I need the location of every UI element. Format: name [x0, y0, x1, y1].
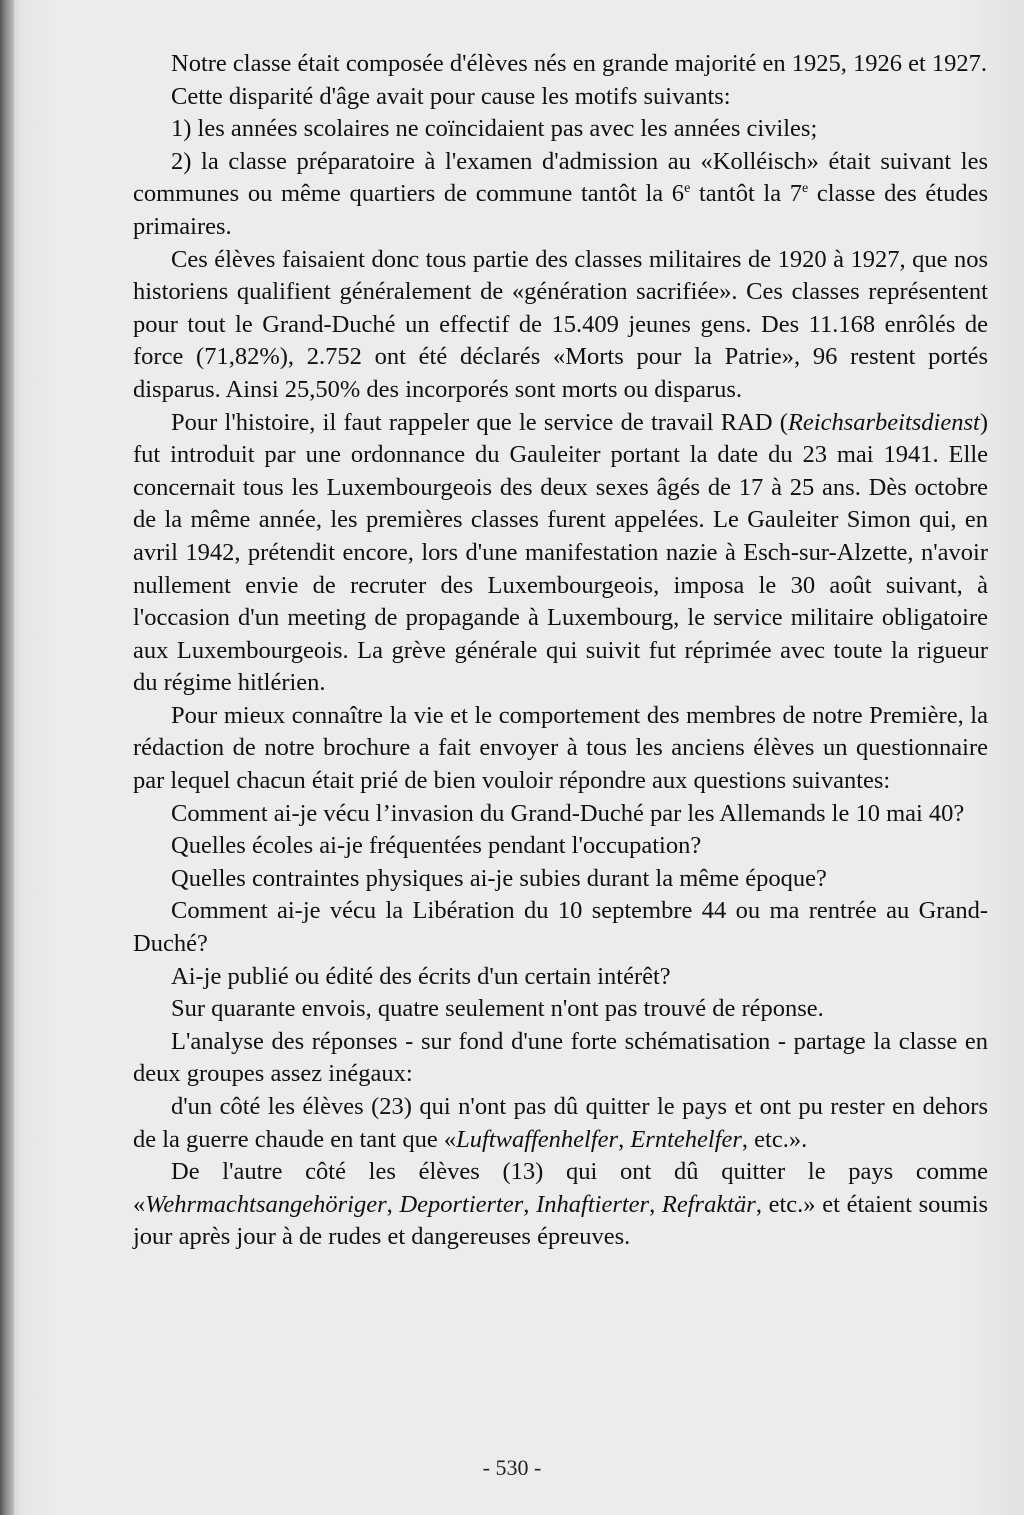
paragraph-2: Cette disparité d'âge avait pour cause les motifs suivants:: [171, 82, 731, 110]
paragraph-5: Ces élèves faisaient donc tous partie des classes militaires de 1920 à 1927, que nos historiens qualifient généralement de «génération sacrifiée». Ces classes représentent pour tout le Grand-Duché un effectif de 15.409 jeunes gens. Des 11.168 enrôlés de force (71,82%), 2.752 ont été déclarés «Morts pour la Patrie», 96 restent portés disparus. Ainsi 25,50% des incorporés sont morts ou disparus.: [133, 245, 988, 403]
paragraph-7: Pour mieux connaître la vie et le comportement des membres de notre Première, la rédaction de notre brochure a fait envoyer à tous les anciens élèves un questionnaire par lequel chacun était prié de bien vouloir répondre aux questions suivantes:: [133, 701, 988, 795]
paragraph-3: 1) les années scolaires ne coïncidaient pas avec les années civiles;: [171, 115, 818, 143]
question-5: Ai-je publié ou édité des écrits d'un certain intérêt?: [171, 962, 671, 990]
question-2: Quelles écoles ai-je fréquentées pendant l'occupation?: [171, 832, 702, 860]
paragraph-1: Notre classe était composée d'élèves nés en grande majorité en 1925, 1926 et 1927.: [171, 50, 988, 77]
paragraph-6: Pour l'histoire, il faut rappeler que le service de travail RAD (Reichsarbeitsdienst) fut introduit par une ordonnance du Gauleiter portant la date du 23 mai 1941. Elle concernait tous les Luxembourgeois des deux sexes âgés de 17 à 25 ans. Dès octobre de la même année, les premières classes furent appelées. Le Gauleiter Simon qui, en avril 1942, prétendit encore, lors d'une manifestation nazie à Esch-sur-Alzette, n'avoir nullement envie de recruter des Luxembourgeois, imposa le 30 août suivant, à l'occasion d'un meeting de propagande à Luxembourg, le service militaire obligatoire aux Luxembourgeois. La grève générale qui suivit fut réprimée avec toute la rigueur du régime hitlérien.: [133, 408, 988, 697]
paragraph-4: 2) la classe préparatoire à l'examen d'admission au «Kolléisch» était suivant les communes ou même quartiers de commune tantôt la 6e tantôt la 7e classe des études primaires.: [133, 147, 989, 240]
question-4: Comment ai-je vécu la Libération du 10 septembre 44 ou ma rentrée au Grand-Duché?: [133, 897, 988, 958]
paragraph-11: De l'autre côté les élèves (13) qui ont dû quitter le pays comme «Wehrmachtsangehöriger, Deportierter, Inhaftierter, Refraktär, etc.» et étaient soumis jour après jour à de rudes et dangereuses épreuves.: [133, 1158, 989, 1251]
body-text: [133, 48, 988, 1254]
book-gutter-shadow: [0, 0, 14, 1515]
paragraph-10: d'un côté les élèves (23) qui n'ont pas dû quitter le pays et ont pu rester en dehors de la guerre chaude en tant que «Luftwaffenhelfer, Erntehelfer, etc.».: [133, 1093, 988, 1153]
question-1: Comment ai-je vécu l’invasion du Grand-Duché par les Allemands le 10 mai 40?: [171, 799, 965, 827]
paragraph-8: Sur quarante envois, quatre seulement n'ont pas trouvé de réponse.: [171, 995, 824, 1023]
question-3: Quelles contraintes physiques ai-je subies durant la même époque?: [171, 864, 827, 892]
paragraph-9: L'analyse des réponses - sur fond d'une forte schématisation - partage la classe en deux groupes assez inégaux:: [133, 1027, 988, 1088]
page-number: - 530 -: [482, 1455, 542, 1480]
